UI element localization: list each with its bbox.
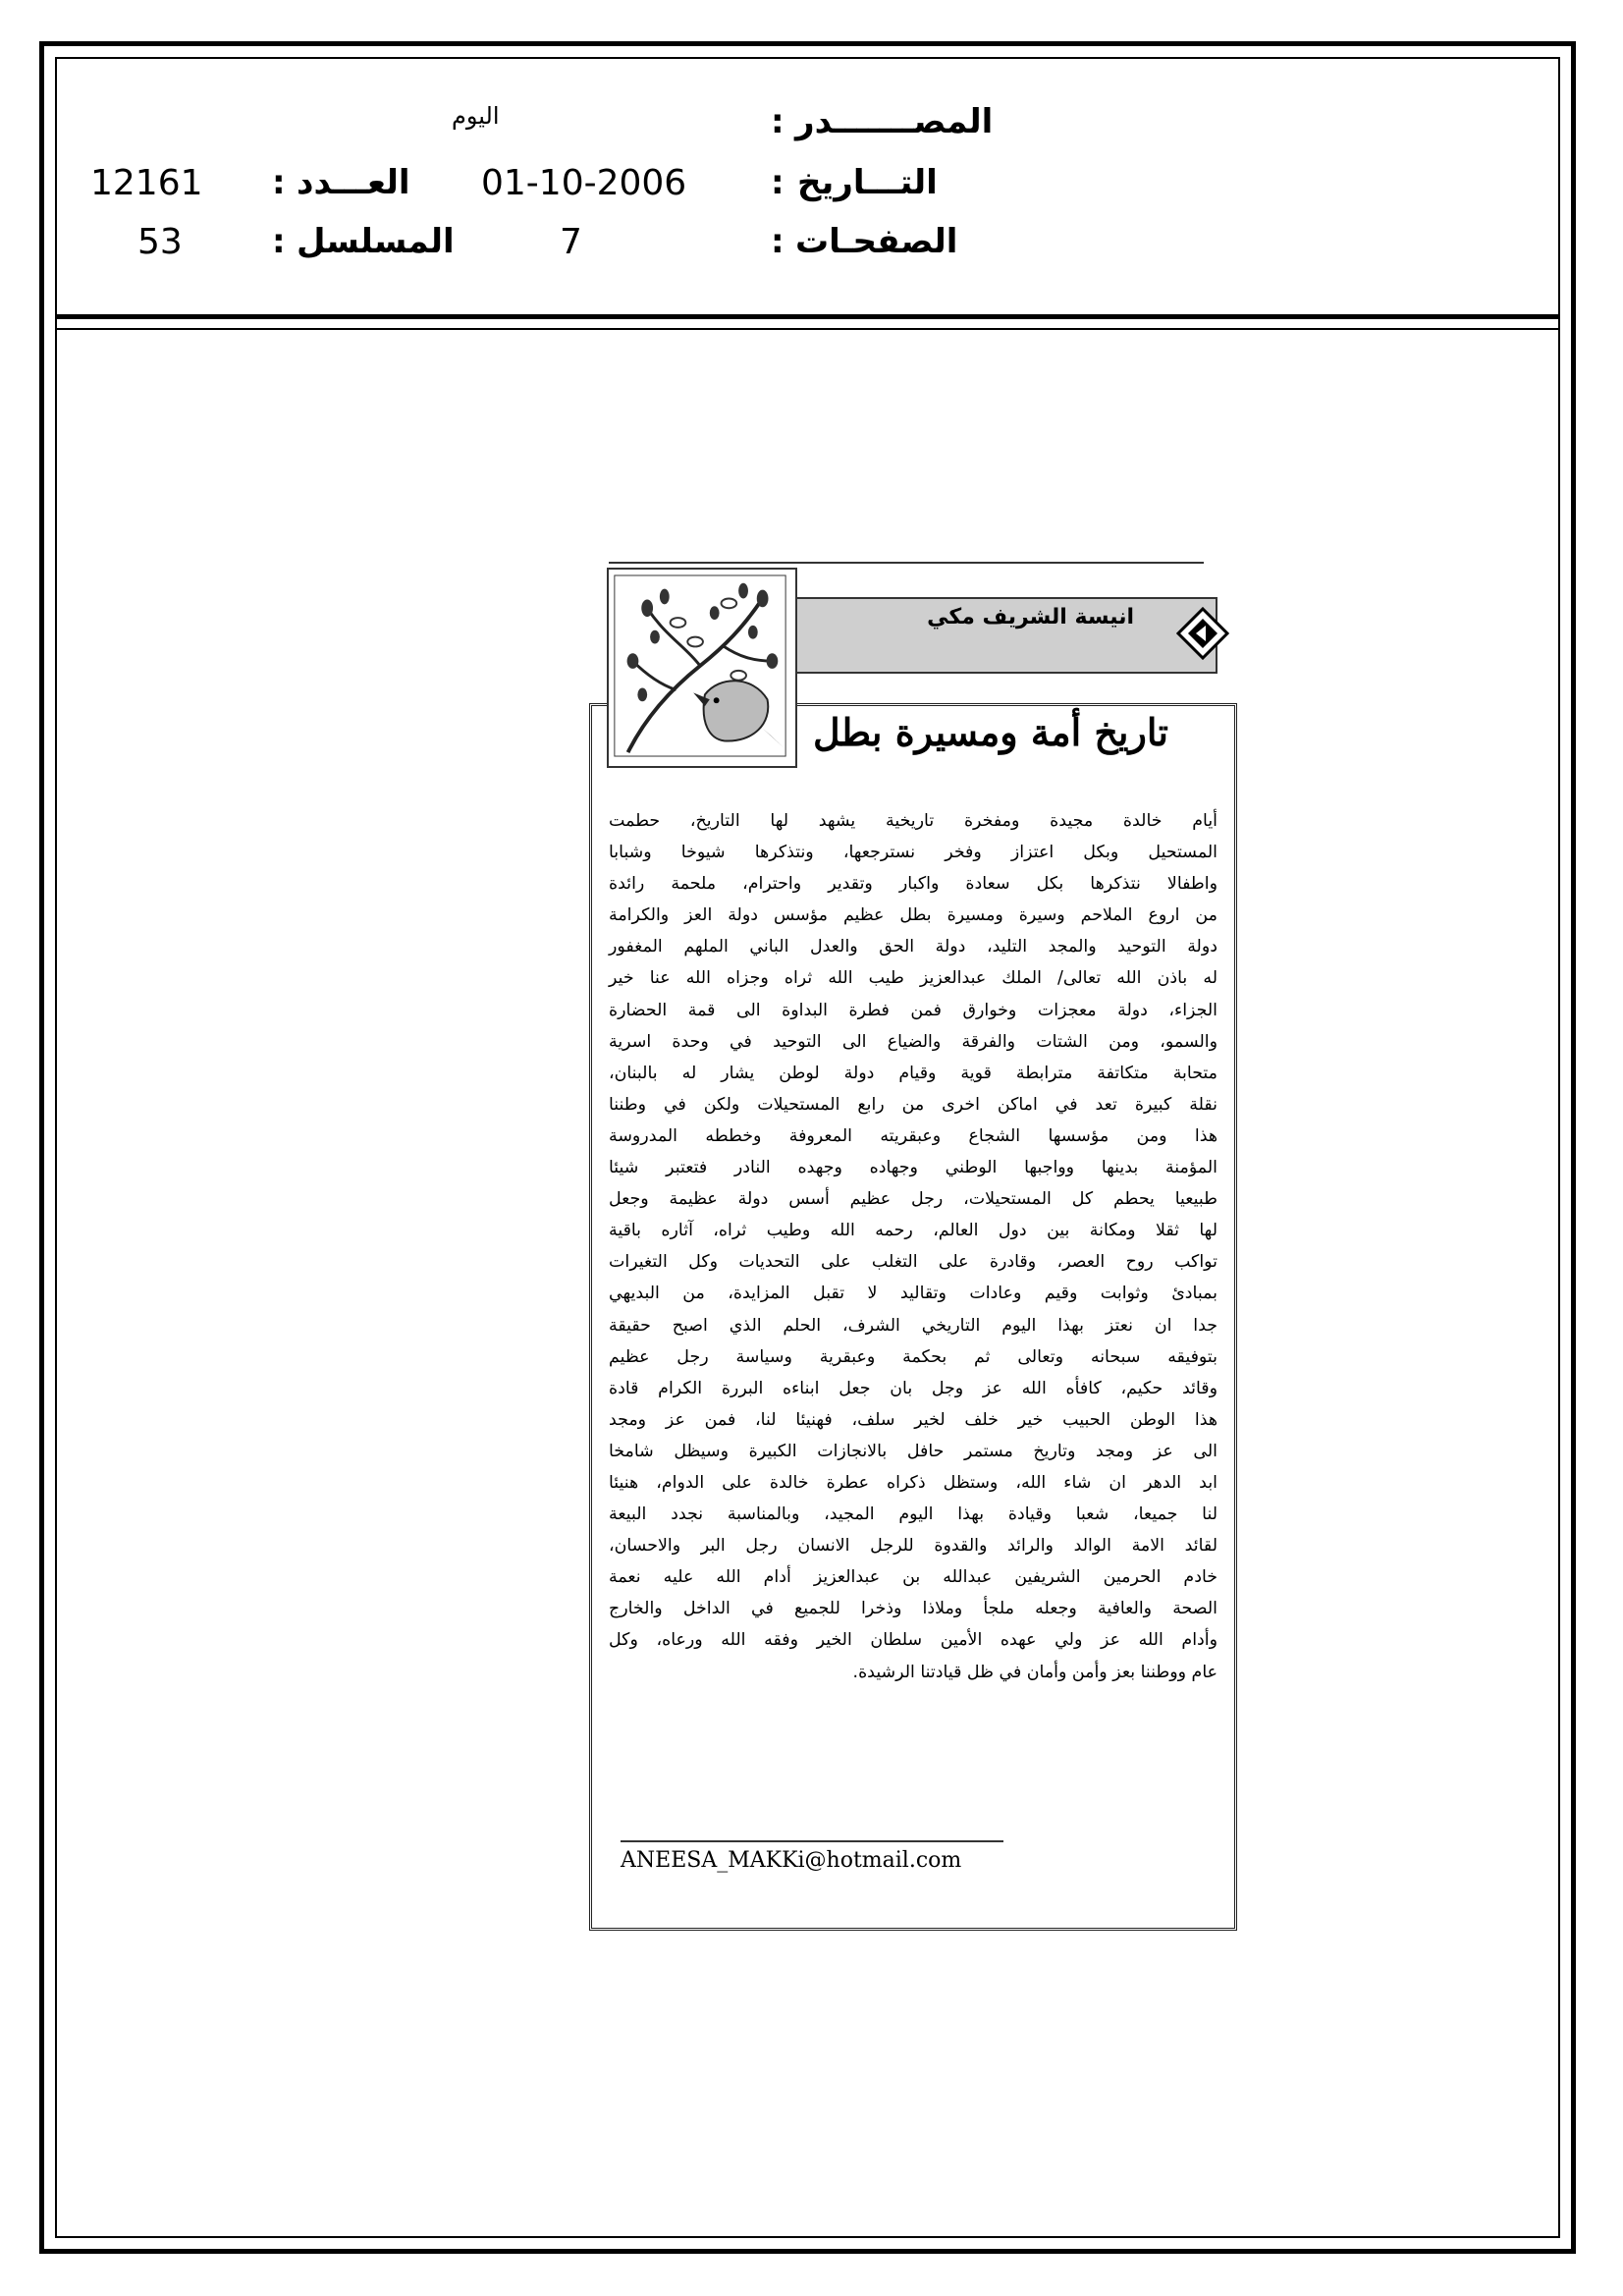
source-colon: :	[771, 102, 784, 141]
article-line: أيام خالدة مجيدة ومفخرة تاريخية يشهد لها التاريخ، حطمت	[609, 811, 1217, 831]
source-value: اليوم	[452, 102, 500, 130]
serial-value: 53	[137, 222, 183, 262]
serial-colon: :	[272, 222, 286, 261]
source-label: المصـــــــدر	[795, 102, 994, 141]
article-body	[609, 805, 1217, 1688]
signature-rule	[621, 1840, 1003, 1842]
article-line: بمبادئ وثوابت وقيم وعادات وتقاليد لا تقبل المزايدة، من البديهي	[609, 1284, 1217, 1304]
pages-colon: :	[771, 222, 784, 261]
article-line: لنا جميعا، شعبا وقيادة بهذا اليوم المجيد، وبالمناسبة نجدد البيعة	[609, 1504, 1217, 1525]
article-line: هذا ومن مؤسسها الشجاع وعبقريته المعروفة وخططه المدروسة	[609, 1125, 1217, 1146]
article-line: والسمو، ومن الشتات والفرقة والضياع الى التوحيد في وحدة اسرية	[609, 1031, 1217, 1052]
newspaper-clipping	[550, 548, 1237, 1933]
header-divider	[55, 314, 1560, 319]
article-line: نقلة كبيرة تعد في اماكن اخرى من رابع المستحيلات ولكن في وطننا	[609, 1094, 1217, 1115]
article-line: وأدام الله عز ولي عهده الأمين سلطان الخير وفقه الله ورعاه، وكل	[609, 1630, 1217, 1651]
article-line: له باذن الله تعالى/ الملك عبدالعزيز طيب الله ثراه وجزاه الله عنا خير	[609, 968, 1217, 989]
article-line: متحابة متكاتفة مترابطة قوية وقيام دولة لوطن يشار له بالبنان،	[609, 1063, 1217, 1083]
article-line: بتوفيقه سبحانه وتعالى ثم بحكمة وعبقرية وسياسة رجل عظيم	[609, 1346, 1217, 1367]
article-line: الجزاء، دولة معجزات وخوارق فمن فطرة البداوة الى قمة الحضارة	[609, 1000, 1217, 1020]
serial-label: المسلسل	[297, 222, 455, 261]
pages-label: الصفحـات	[795, 222, 958, 261]
article-line: طبيعيا يحطم كل المستحيلات، رجل عظيم أسس دولة عظيمة وجعل	[609, 1189, 1217, 1210]
author-name: انيسة الشريف مكي	[927, 605, 1134, 629]
article-line: لها ثقلا ومكانة بين دول العالم، رحمه الله وطيب ثراه، آثاره باقية	[609, 1221, 1217, 1241]
diamond-arrow-icon	[1176, 607, 1229, 660]
author-email: ANEESA_MAKKi@hotmail.com	[621, 1848, 962, 1873]
article-line: وقائد حكيم، كافأه الله عز وجل بان جعل ابناءه البررة الكرام قادة	[609, 1378, 1217, 1398]
bird-on-branch-illustration	[607, 568, 797, 768]
article-line: المؤمنة بدينها وواجبها الوطني وجهاده وجهده النادر فتعتبر شيئا	[609, 1158, 1217, 1178]
article-line: الى عز ومجد وتاريخ مستمر حافل بالانجازات الكبيرة وسيظل شامخا	[609, 1441, 1217, 1461]
pages-value: 7	[560, 222, 582, 262]
issue-value: 12161	[90, 163, 203, 203]
article-line: الصحة والعافية وجعله ملجأ وملاذا وذخرا للجميع في الداخل والخارج	[609, 1599, 1217, 1619]
article-line: جدا ان نعتز بهذا اليوم التاريخي الشرف، الحلم الذي اصبح حقيقة	[609, 1315, 1217, 1336]
header-divider-thin	[55, 328, 1560, 330]
article-line: لقائد الامة الوالد والرائد والقدوة للرجل الانسان رجل البر والاحسان،	[609, 1536, 1217, 1557]
article-line: واطفالا نتذكرها بكل سعادة واكبار وتقدير واحترام، ملحمة رائدة	[609, 874, 1217, 895]
article-line: المستحيل وبكل اعتزاز وفخر نسترجعها، ونتذكرها شيوخا وشبابا	[609, 843, 1217, 863]
date-value: 01-10-2006	[481, 163, 687, 203]
article-line: عام ووطننا بعز وأمن وأمان في ظل قيادتنا الرشيدة.	[852, 1662, 1217, 1682]
article-title: تاريخ أمة ومسيرة بطل	[812, 710, 1168, 754]
article-line: دولة التوحيد والمجد التليد، دولة الحق والعدل الباني الملهم المغفور	[609, 937, 1217, 957]
date-colon: :	[771, 163, 784, 202]
article-line: ابد الدهر ان شاء الله، وستظل ذكراه عطرة خالدة على الدوام، هنيئا	[609, 1472, 1217, 1493]
article-line: تواكب روح العصر، وقادرة على التغلب على التحديات وكل التغيرات	[609, 1252, 1217, 1273]
article-line: هذا الوطن الحبيب خير خلف لخير سلف، فهنيئا لنا، فمن عز ومجد	[609, 1409, 1217, 1430]
article-line: من اروع الملاحم وسيرة ومسيرة بطل عظيم مؤسس دولة العز والكرامة	[609, 905, 1217, 926]
issue-colon: :	[272, 163, 286, 202]
issue-label: العـــدد	[297, 163, 410, 202]
illustration-svg	[609, 570, 791, 762]
article-line: خادم الحرمين الشريفين عبدالله بن عبدالعزيز أدام الله عليه نعمة	[609, 1567, 1217, 1588]
date-label: التـــاريخ	[797, 163, 938, 202]
